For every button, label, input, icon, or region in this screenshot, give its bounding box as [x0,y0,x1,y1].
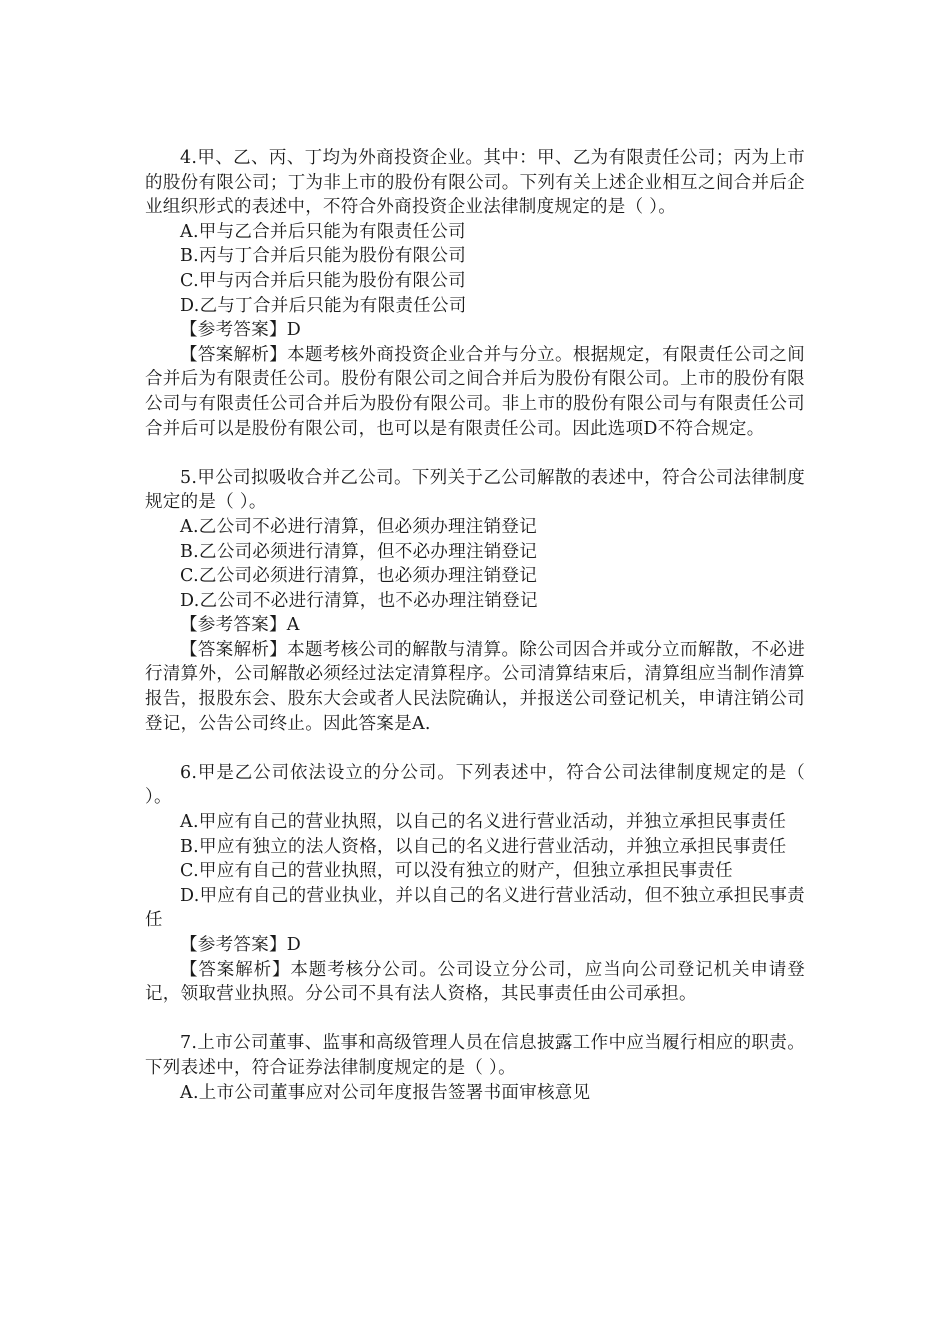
option-b: B.甲应有独立的法人资格，以自己的名义进行营业活动，并独立承担民事责任 [180,836,787,857]
option-c: C.甲应有自己的营业执照，可以没有独立的财产，但独立承担民事责任 [180,861,733,882]
option-c: C.甲与丙合并后只能为股份有限公司 [180,270,466,291]
document-page [145,146,805,1130]
question-stem: 6.甲是乙公司依法设立的分公司。下列表述中，符合公司法律制度规定的是（ ）。 [145,762,805,808]
answer-explanation: 【答案解析】本题考核外商投资企业合并与分立。根据规定，有限责任公司之间合并后为有限责任公司。股份有限公司之间合并后为股份有限公司。上市的股份有限公司与有限责任公司合并后为股份有限公司。非上市的股份有限公司与有限责任公司合并后可以是股份有限公司，也可以是有限责任公司。因此选项D不符合规定。 [145,344,805,439]
question-6 [145,761,805,1007]
option-a: A.乙公司不必进行清算，但必须办理注销登记 [180,516,537,537]
option-a: A.甲应有自己的营业执照，以自己的名义进行营业活动，并独立承担民事责任 [180,812,787,833]
option-a: A.上市公司董事应对公司年度报告签署书面审核意见 [180,1082,591,1103]
answer-explanation: 【答案解析】本题考核分公司。公司设立分公司，应当向公司登记机关申请登记，领取营业执照。分公司不具有法人资格，其民事责任由公司承担。 [145,959,805,1005]
option-d: D.乙与丁合并后只能为有限责任公司 [180,295,467,316]
option-d: D.甲应有自己的营业执业，并以自己的名义进行营业活动，但不独立承担民事责任 [145,885,805,931]
option-c: C.乙公司必须进行清算，也必须办理注销登记 [180,566,538,587]
question-5 [145,466,805,737]
question-stem: 7.上市公司董事、监事和高级管理人员在信息披露工作中应当履行相应的职责。下列表述中，符合证券法律制度规定的是（ ）。 [145,1033,805,1078]
option-b: B.乙公司必须进行清算，但不必办理注销登记 [180,541,538,562]
option-b: B.丙与丁合并后只能为股份有限公司 [180,246,467,267]
reference-answer: 【参考答案】D [180,320,302,341]
option-d: D.乙公司不必进行清算，也不必办理注销登记 [180,590,538,611]
reference-answer: 【参考答案】D [180,935,302,955]
question-stem: 4.甲、乙、丙、丁均为外商投资企业。其中：甲、乙为有限责任公司；丙为上市的股份有限公司；丁为非上市的股份有限公司。下列有关上述企业相互之间合并后企业组织形式的表述中，不符合外商投资企业法律制度规定的是（ ）。 [145,148,805,218]
reference-answer: 【参考答案】A [180,615,300,636]
question-7 [145,1031,805,1105]
answer-explanation: 【答案解析】本题考核公司的解散与清算。除公司因合并或分立而解散，不必进行清算外，公司解散必须经过法定清算程序。公司清算结束后，清算组应当制作清算报告，报股东会、股东大会或者人民法院确认，并报送公司登记机关，申请注销公司登记，公告公司终止。因此答案是A. [145,639,805,734]
question-stem: 5.甲公司拟吸收合并乙公司。下列关于乙公司解散的表述中，符合公司法律制度规定的是（ ）。 [145,467,805,513]
option-a: A.甲与乙合并后只能为有限责任公司 [180,221,466,242]
question-4 [145,146,805,441]
